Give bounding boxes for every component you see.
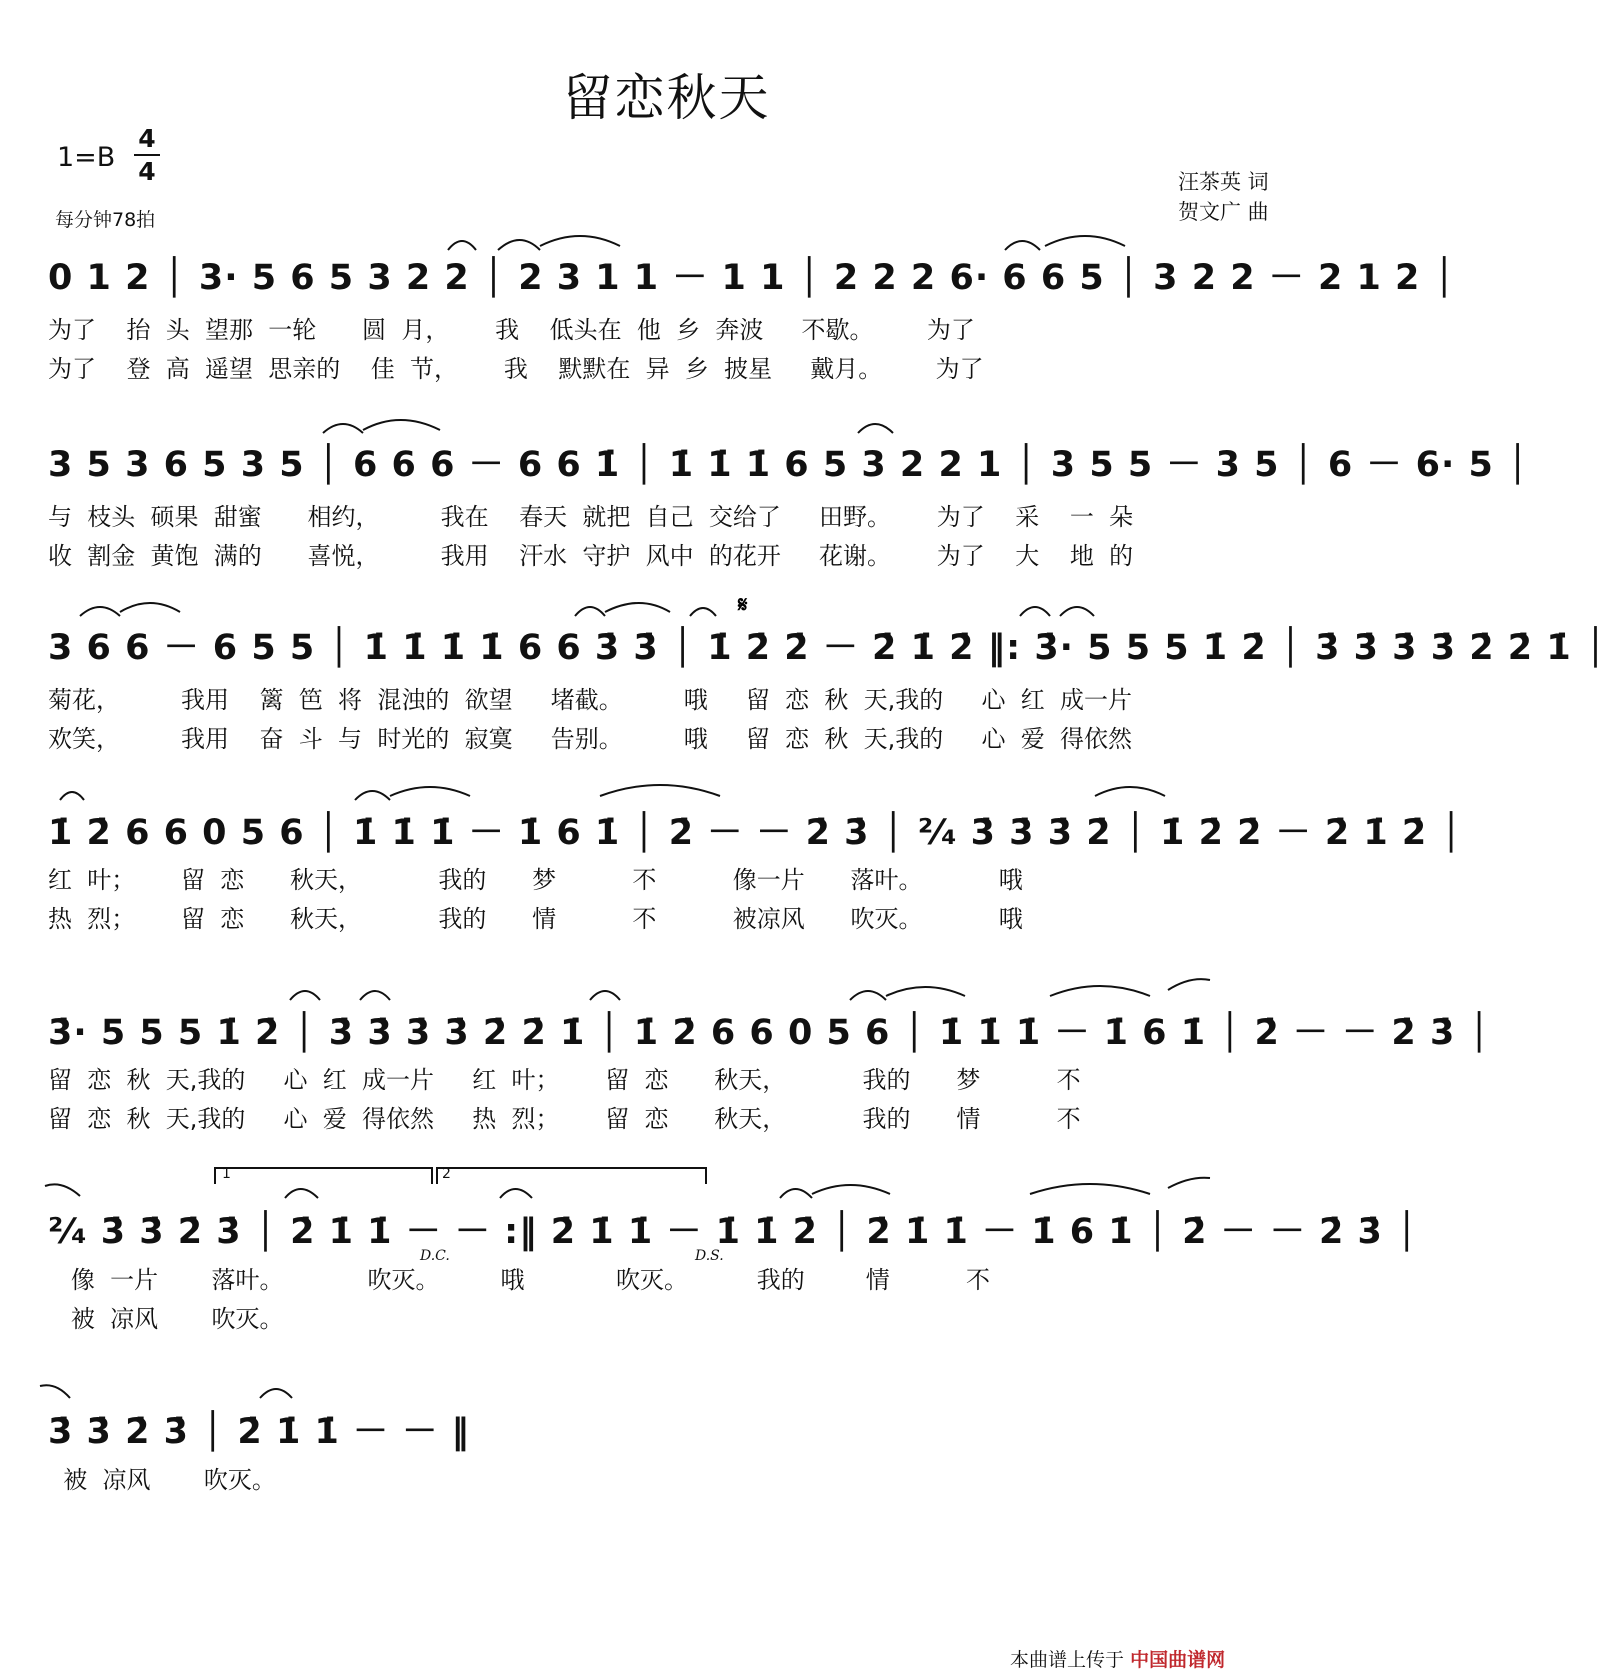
slur — [780, 1189, 812, 1198]
slur — [448, 241, 476, 250]
slur — [886, 987, 965, 996]
lyrics-verse-1: 与 枝头 硕果 甜蜜 相约， 我在 春天 就把 自己 交给了 田野。 为了 采 一 朵 — [48, 503, 1134, 531]
slur — [1030, 1184, 1150, 1194]
lyrics-verse-2: 留 恋 秋 天,我的 心 爱 得依然 热 烈； 留 恋 秋天， 我的 情 不 — [48, 1105, 1081, 1133]
slur — [1005, 241, 1040, 250]
slur — [540, 236, 620, 246]
slur — [850, 991, 886, 1000]
tempo-marking: 每分钟78拍 — [55, 209, 156, 231]
notation-line: 0 1 2 │ 3· 5 6 5 3 2 2 │ 2 3 1 1 － 1 1 │ 2 2 2 6· 6 6 5 │ 3 2 2 － 2 1 2 │ — [48, 258, 1456, 298]
notation-line: 3 6 6 － 6 5 5 │ 1̇ 1̇ 1̇ 1̇ 6 6 3̇ 3̇ │ 1̇ 2̇ 2̇ － 2̇ 1̇ 2̇ ‖: 3̇· 5 5 5 1̇ 2̇ │ 3̇ 3̇ 3̇ 3̇ 2̇ 2̇ 1̇ │ — [48, 628, 1607, 668]
slur — [260, 1389, 292, 1398]
slur — [1020, 607, 1050, 616]
slur — [120, 603, 180, 612]
footer — [1010, 1645, 1225, 1672]
slur — [590, 991, 620, 1000]
lyrics-verse-2: 热 烈； 留 恋 秋天， 我的 情 不 被凉风 吹灭。 哦 — [48, 905, 1023, 933]
footer-text: 本曲谱上传于 — [1010, 1649, 1125, 1671]
slur — [690, 608, 716, 616]
slur — [1095, 787, 1165, 796]
slur — [1168, 1178, 1210, 1188]
time-signature-bar — [134, 154, 160, 156]
lyrics-verse-1: 像 一片 落叶。 吹灭。 哦 吹灭。 我的 情 不 — [48, 1266, 991, 1294]
lyrics-verse-2: 为了 登 高 遥望 思亲的 佳 节， 我 默默在 异 乡 披星 戴月。 为了 — [48, 355, 984, 383]
notation-line: ²⁄₄ 3̇ 3̇ 2̇ 3̇ │ 2̇ 1̇ 1̇ － － :‖ 2̇ 1̇ 1̇ － 1̇ 1̇ 2̇ │ 2̇ 1̇ 1̇ － 1̇ 6 1̇ │ 2̇ － － 2̇ 3̇ │ — [48, 1212, 1419, 1252]
volta-1-number: 1 — [222, 1166, 231, 1182]
time-signature-denominator: 4 — [138, 157, 156, 186]
slur — [600, 785, 720, 796]
ds-marking: D.S. — [695, 1248, 724, 1264]
song-title: 留恋秋天 — [562, 69, 771, 127]
notation-line: 1̇ 2̇ 6 6 0 5 6 │ 1̇ 1̇ 1̇ － 1̇ 6 1̇ │ 2̇ － － 2̇ 3̇ │ ²⁄₄ 3̇ 3̇ 3̇ 2̇ │ 1̇ 2̇ 2̇ － 2̇ 1̇ 2̇ │ — [48, 813, 1463, 853]
volta-2-number: 2 — [442, 1166, 451, 1182]
slur — [498, 240, 540, 250]
slur — [1168, 979, 1210, 990]
slur — [858, 424, 893, 433]
slur — [1060, 607, 1094, 616]
key-signature: 1=B — [57, 142, 116, 173]
slur — [605, 603, 670, 612]
slur — [363, 420, 440, 430]
site-logo: 中国曲谱网 — [1130, 1649, 1226, 1671]
lyrics-verse-1: 留 恋 秋 天,我的 心 红 成一片 红 叶； 留 恋 秋天， 我的 梦 不 — [48, 1066, 1081, 1094]
slur — [60, 792, 84, 800]
lyrics-verse-2: 收 割金 黄饱 满的 喜悦， 我用 汗水 守护 风中 的花开 花谢。 为了 大 地 的 — [48, 542, 1134, 570]
notation-line: 3̇ 3̇ 2̇ 3̇ │ 2̇ 1̇ 1̇ － － ‖ — [48, 1412, 470, 1452]
notation-line: 3 5 3 6 5 3 5 │ 6 6 6 － 6 6 1̇ │ 1̇ 1̇ 1̇ 6 5 3 2 2 1 │ 3 5 5 － 3 5 │ 6 － 6· 5 │ — [48, 445, 1530, 485]
lyrics-verse-2: 欢笑， 我用 奋 斗 与 时光的 寂寞 告别。 哦 留 恋 秋 天,我的 心 爱 得依然 — [48, 725, 1132, 753]
slur — [575, 607, 605, 616]
slur — [355, 791, 390, 800]
lyrics-verse-1: 为了 抬 头 望那 一轮 圆 月， 我 低头在 他 乡 奔波 不歇。 为了 — [48, 316, 975, 344]
slur — [500, 1189, 532, 1198]
lyrics-verse-1: 被 凉风 吹灭。 — [48, 1466, 276, 1494]
slur — [80, 607, 120, 616]
slur — [390, 787, 470, 796]
slur — [360, 991, 390, 1000]
slur — [290, 991, 320, 1000]
slur — [285, 1189, 318, 1198]
slur — [1050, 986, 1150, 996]
notation-line: 3̇· 5 5 5 1̇ 2̇ │ 3̇ 3̇ 3̇ 3̇ 2̇ 2̇ 1̇ │ 1̇ 2̇ 6 6 0 5 6 │ 1̇ 1̇ 1̇ － 1̇ 6 1̇ │ 2̇ － － 2̇ 3̇ │ — [48, 1013, 1491, 1053]
slur — [323, 424, 363, 433]
segno-sign: 𝄋 — [738, 593, 748, 618]
slur — [812, 1185, 890, 1194]
slur — [45, 1184, 80, 1196]
lyrics-verse-1: 菊花， 我用 篱 笆 将 混浊的 欲望 堵截。 哦 留 恋 秋 天,我的 心 红 成一片 — [48, 686, 1132, 714]
slur — [40, 1385, 70, 1398]
lyricist-credit: 汪茶英 词 — [1178, 170, 1269, 194]
dc-marking: D.C. — [420, 1248, 450, 1264]
lyrics-verse-2: 被 凉风 吹灭。 — [48, 1305, 284, 1333]
volta-1-bracket — [215, 1168, 432, 1184]
time-signature-numerator: 4 — [138, 124, 156, 153]
composer-credit: 贺文广 曲 — [1178, 200, 1269, 224]
time-signature — [134, 124, 160, 186]
volta-2-bracket — [437, 1168, 706, 1184]
lyrics-verse-1: 红 叶； 留 恋 秋天， 我的 梦 不 像一片 落叶。 哦 — [48, 866, 1023, 894]
slur — [1045, 236, 1125, 246]
